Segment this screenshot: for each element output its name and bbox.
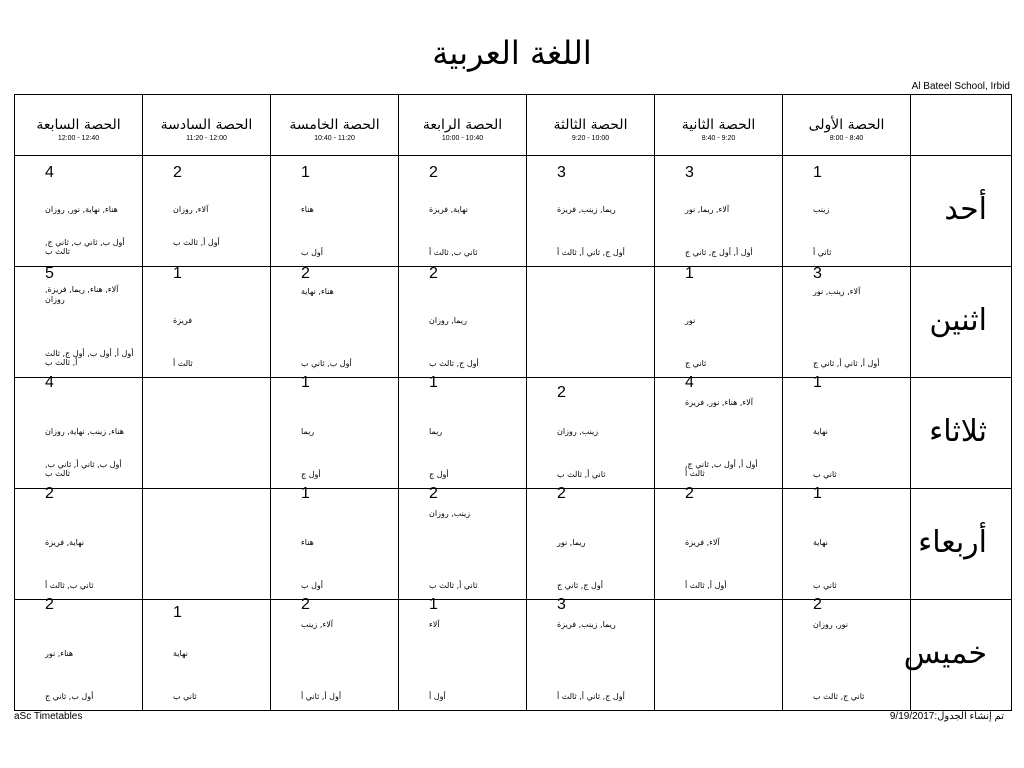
period-name: الحصة السابعة [36,117,121,133]
teacher-names: نهاية [173,649,188,658]
lesson-cell [143,600,271,711]
footer-app-name: aSc Timetables [14,711,83,722]
lesson-cell [527,485,655,600]
lesson-count: 1 [685,265,694,282]
class-groups: أول أ [429,692,446,701]
class-groups: ثاني ب [813,581,837,590]
class-groups: أول ج [429,470,449,479]
day-row [15,378,1012,489]
day-row [15,267,1012,378]
teacher-names: فريزة [173,316,193,325]
lesson-count: 2 [173,164,182,181]
period-time: 12:00 - 12:40 [57,135,100,142]
teacher-names: ريما, زينب, فريزة [557,205,616,214]
page-title: اللغة العربية [432,34,592,72]
day-name: أربعاء [918,525,987,560]
day-name: أحد [944,192,987,227]
period-header [399,95,527,156]
lesson-count: 5 [45,265,54,282]
lesson-count: 2 [429,485,438,502]
class-groups: أول ج, ثاني ج [557,581,603,590]
period-header [15,95,143,156]
lesson-cell [527,596,655,711]
lesson-cell [15,374,143,489]
teacher-names: نهاية, فريزة [45,538,85,547]
lesson-cell [399,374,527,489]
class-groups: أول ب [301,581,323,590]
lesson-count: 4 [45,374,54,391]
period-header [143,95,271,156]
lesson-cell [783,156,911,267]
lesson-count: 1 [429,596,438,613]
lesson-cell [271,374,399,489]
lesson-count: 3 [685,164,694,181]
lesson-cell [271,596,399,711]
lesson-cell [271,267,399,378]
period-header [271,95,399,156]
day-name: ثلاثاء [929,414,987,449]
lesson-cell [15,267,143,378]
class-groups: أول أ, ثاني أ [301,692,342,701]
period-header [527,95,655,156]
teacher-names: هناء [301,538,314,547]
teacher-names: هناء, زينب, نهاية, روزان [45,427,125,436]
lesson-cell [783,596,911,711]
teacher-names: زينب, روزان [429,509,471,518]
footer-created-label: تم إنشاء الجدول: [934,711,1004,722]
class-groups: أول أ, ثالث ب [173,238,220,247]
lesson-count: 1 [301,485,310,502]
lesson-cell [655,267,783,378]
lesson-cell [527,378,655,489]
day-cell [911,489,1012,600]
teacher-names: هناء, نهاية, نور, روزان [45,205,118,214]
lesson-cell [143,489,271,600]
lesson-count: 2 [429,265,438,282]
period-time: 10:00 - 10:40 [441,135,484,142]
class-groups: أول ب, ثاني ب [301,359,352,368]
lesson-cell [271,156,399,267]
day-name: خميس [903,636,987,671]
class-groups: ثالث أ [173,359,193,368]
lesson-count: 2 [301,265,310,282]
class-groups: أول ب, ثاني ب, ثاني ج, ثالث ب [45,238,125,256]
lesson-cell [399,485,527,600]
lesson-cell [655,600,783,711]
period-time: 10:40 - 11:20 [314,135,355,142]
class-groups: أول أ, ثالث أ [685,581,727,590]
period-time: 8:00 - 8:40 [829,135,864,142]
lesson-count: 1 [301,374,310,391]
class-groups: أول ج, ثالث ب [429,359,479,368]
school-name: Al Bateel School, Irbid [911,81,1010,92]
lesson-count: 1 [813,485,822,502]
lesson-cell [783,267,911,378]
lesson-cell [15,156,143,267]
teacher-names: آلاء, ريما, نور [685,205,730,214]
lesson-cell [15,485,143,600]
teacher-names: ريما, نور [557,538,586,547]
class-groups: ثاني ب [813,470,837,479]
class-groups: أول ج [301,470,321,479]
period-header [783,95,911,156]
lesson-cell [143,378,271,489]
class-groups: أول أ, ثاني أ, ثاني ج [813,359,880,368]
lesson-count: 2 [557,384,566,401]
teacher-names: زينب [813,205,830,214]
lesson-cell [15,596,143,711]
lesson-count: 2 [685,485,694,502]
lesson-count: 2 [45,596,54,613]
teacher-names: نهاية [813,538,828,547]
class-groups: أول ب, ثاني أ, ثاني ب, ثالث ب [45,460,122,478]
lesson-count: 1 [173,265,182,282]
lesson-count: 2 [301,596,310,613]
footer-created [890,711,1004,722]
lesson-cell [143,267,271,378]
class-groups: أول ب [301,248,323,257]
lesson-count: 2 [813,596,822,613]
teacher-names: نهاية, فريزة [429,205,469,214]
teacher-names: نهاية [813,427,828,436]
teacher-names: نور [685,316,696,325]
lesson-count: 3 [813,265,822,282]
period-time: 11:20 - 12:00 [186,135,227,142]
teacher-names: زينب, روزان [557,427,599,436]
period-name: الحصة الأولى [808,117,885,133]
day-cell [911,267,1012,378]
class-groups: أول أ, أول ب, أول ج, ثالث أ, ثالث ب [45,349,134,367]
period-header-row [15,95,1012,156]
class-groups: أول أ, أول ج, ثاني ج [685,248,753,257]
lesson-cell [655,374,783,489]
teacher-names: آلاء, هناء, نور, فريزة [685,398,753,407]
class-groups: أول ب, ثاني ج [45,692,94,701]
lesson-count: 3 [557,596,566,613]
period-time: 9:20 - 10:00 [571,135,610,142]
period-header [655,95,783,156]
lesson-cell [527,156,655,267]
teacher-names: آلاء, هناء, ريما, فريزة, روزان [45,285,119,304]
period-name: الحصة الثالثة [553,117,628,133]
teacher-names: هناء, نهاية [301,287,334,296]
day-row [15,156,1012,267]
lesson-count: 1 [813,164,822,181]
lesson-cell [655,156,783,267]
class-groups: ثاني ب [173,692,197,701]
lesson-count: 1 [813,374,822,391]
class-groups: أول ج, ثاني أ, ثالث أ [557,692,625,701]
lesson-cell [271,485,399,600]
class-groups: أول أ, أول ب, ثاني ج, ثالث أ [685,460,758,478]
teacher-names: آلاء, زينب [301,620,333,629]
period-time: 8:40 - 9:20 [701,135,736,142]
lesson-count: 4 [685,374,694,391]
day-cell [911,156,1012,267]
lesson-cell [527,267,655,378]
lesson-count: 4 [45,164,54,181]
lesson-cell [143,156,271,267]
lesson-cell [399,156,527,267]
footer-created-date: 9/19/2017 [889,711,935,722]
teacher-names: هناء, نور [45,649,74,658]
lesson-count: 2 [45,485,54,502]
teacher-names: آلاء, فريزة [685,538,720,547]
day-row [15,489,1012,600]
lesson-cell [783,485,911,600]
period-name: الحصة السادسة [160,117,253,133]
lesson-cell [783,374,911,489]
class-groups: ثاني ب, ثالث أ [45,581,94,590]
lesson-cell [399,596,527,711]
teacher-names: ريما, روزان [429,316,467,325]
day-cell [911,378,1012,489]
lesson-count: 1 [301,164,310,181]
teacher-names: آلاء, روزان [173,205,209,214]
teacher-names: نور, روزان [813,620,848,629]
day-row [15,600,1012,711]
teacher-names: آلاء, زينب, نور [813,287,861,296]
period-name: الحصة الثانية [681,117,756,133]
class-groups: ثاني أ, ثالث ب [429,581,478,590]
class-groups: ثاني ب, ثالث أ [429,248,478,257]
timetable-grid [14,94,1012,711]
teacher-names: ريما [301,427,315,436]
lesson-count: 3 [557,164,566,181]
teacher-names: ريما [429,427,443,436]
lesson-cell [399,267,527,378]
day-cell [903,600,1012,711]
teacher-names: هناء [301,205,314,214]
lesson-count: 2 [557,485,566,502]
class-groups: أول ج, ثاني أ, ثالث أ [557,248,625,257]
class-groups: ثاني أ [813,248,832,257]
lesson-count: 1 [173,604,182,621]
teacher-names: ريما, زينب, فريزة [557,620,616,629]
class-groups: ثاني ج [685,359,707,368]
lesson-cell [655,485,783,600]
period-name: الحصة الخامسة [289,117,380,133]
period-name: الحصة الرابعة [422,117,503,133]
lesson-count: 1 [429,374,438,391]
corner-cell [911,95,1012,156]
class-groups: ثاني ج, ثالث ب [813,692,865,701]
day-name: اثنين [929,303,987,338]
teacher-names: آلاء [429,620,440,629]
class-groups: ثاني أ, ثالث ب [557,470,606,479]
lesson-count: 2 [429,164,438,181]
